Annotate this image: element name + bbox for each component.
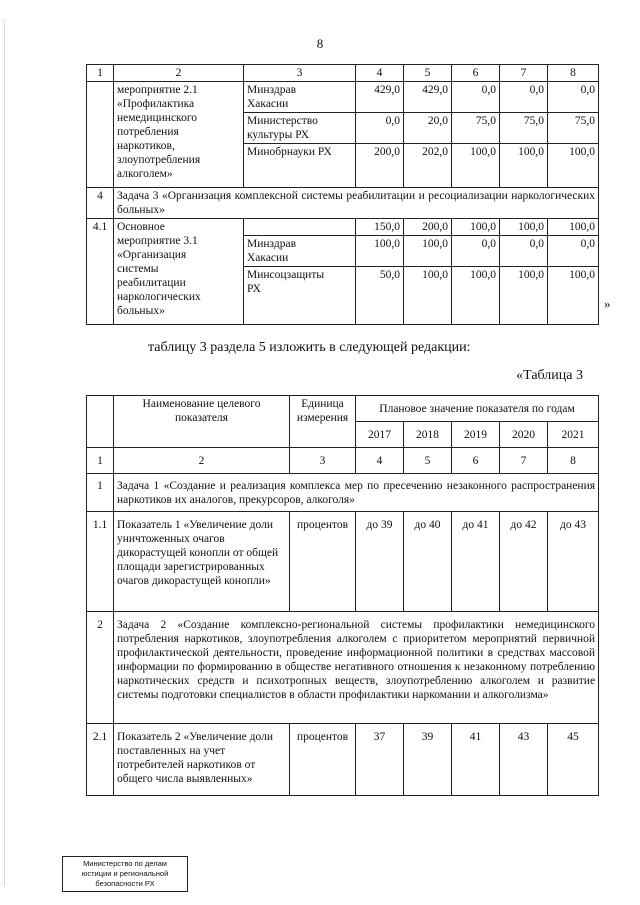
value-cell: 20,0 <box>404 113 452 144</box>
value-cell: до 42 <box>500 512 548 612</box>
table-row <box>87 82 599 113</box>
value-cell: 0,0 <box>356 113 404 144</box>
row-number: 4 <box>87 188 114 219</box>
value-cell: до 39 <box>356 512 404 612</box>
table-row <box>87 512 599 612</box>
value-cell: 75,0 <box>500 113 548 144</box>
value-cell: 100,0 <box>404 236 452 267</box>
table-row <box>87 724 599 796</box>
row-number: 1.1 <box>87 512 114 612</box>
header-cell: 3 <box>244 65 356 82</box>
row-number: 4.1 <box>87 219 114 325</box>
year-header: 2017 <box>356 422 404 448</box>
funding-table <box>86 64 599 325</box>
value-cell: 100,0 <box>404 267 452 325</box>
header-cell: 3 <box>290 448 356 474</box>
unit-cell: процентов <box>290 724 356 796</box>
amendment-paragraph: таблицу 3 раздела 5 изложить в следующей редакции: <box>148 340 471 355</box>
header-cell: 1 <box>87 65 114 82</box>
table-row <box>87 188 599 219</box>
value-cell: 0,0 <box>548 236 599 267</box>
page-number: 8 <box>316 36 324 51</box>
value-cell: 429,0 <box>404 82 452 113</box>
value-cell: 429,0 <box>356 82 404 113</box>
header-cell: 4 <box>356 448 404 474</box>
header-cell: 7 <box>500 65 548 82</box>
table-header-row <box>87 448 599 474</box>
table-caption: «Таблица 3 <box>516 368 583 383</box>
value-cell: 200,0 <box>404 219 452 236</box>
value-cell: 100,0 <box>356 236 404 267</box>
value-cell: 100,0 <box>500 267 548 325</box>
value-cell: 202,0 <box>404 144 452 188</box>
org-cell: Минсоцзащиты РХ <box>244 267 356 325</box>
column-header: Единица измерения <box>290 396 356 448</box>
value-cell: до 41 <box>452 512 500 612</box>
table-row <box>87 219 599 236</box>
column-header: Наименование целевого показателя <box>114 396 290 448</box>
value-cell: 150,0 <box>356 219 404 236</box>
row-number: 2 <box>87 612 114 724</box>
value-cell: 100,0 <box>548 144 599 188</box>
header-cell: 2 <box>114 448 290 474</box>
indicator-name: Показатель 1 «Увеличение доли уничтоженных очагов дикорастущей конопли от общей площади зарегистрированных очагов дикорастущей конопли» <box>114 512 290 612</box>
row-number: 1 <box>87 474 114 512</box>
value-cell: 200,0 <box>356 144 404 188</box>
header-cell: 5 <box>404 65 452 82</box>
unit-cell: процентов <box>290 512 356 612</box>
value-cell: 39 <box>404 724 452 796</box>
value-cell: 75,0 <box>548 113 599 144</box>
ministry-stamp <box>62 856 188 892</box>
value-cell: 43 <box>500 724 548 796</box>
org-cell: Минздрав Хакасии <box>244 82 356 113</box>
column-header: Плановое значение показателя по годам <box>356 396 599 422</box>
header-cell: 8 <box>548 65 599 82</box>
table-row <box>87 612 599 724</box>
year-header: 2020 <box>500 422 548 448</box>
value-cell: 100,0 <box>500 144 548 188</box>
stamp-line: юстиции и региональной <box>81 869 169 878</box>
task-cell: Задача 3 «Организация комплексной системы реабилитации и ресоциализации наркологических больных» <box>114 188 599 219</box>
task-cell: Задача 2 «Создание комплексно-региональной системы профилактики немедицинского потребления наркотиков, злоупотребления алкоголем с приоритетом мероприятий первичной профилактической деятельности, проведение информационной политики в средствах массовой информации по формированию в обществе негативного отношения к незаконному потреблению наркотических средств и психотропных веществ, злоупотреблению алкоголем и развитие системы подготовки специалистов в области профилактики наркомании и алкоголизма» <box>114 612 599 724</box>
year-header: 2018 <box>404 422 452 448</box>
value-cell: 0,0 <box>548 82 599 113</box>
org-cell <box>244 219 356 236</box>
activity-cell: мероприятие 2.1 «Профилактика немедицинского потребления наркотиков, злоупотребления алкоголем» <box>114 82 244 188</box>
header-cell: 8 <box>548 448 599 474</box>
header-cell: 5 <box>404 448 452 474</box>
value-cell: 100,0 <box>548 267 599 325</box>
page-margin-dotline <box>4 20 5 885</box>
org-cell: Минздрав Хакасии <box>244 236 356 267</box>
header-cell: 1 <box>87 448 114 474</box>
year-header: 2021 <box>548 422 599 448</box>
year-header: 2019 <box>452 422 500 448</box>
closing-quote: » <box>604 296 611 311</box>
header-cell: 4 <box>356 65 404 82</box>
stamp-line: Министерство по делам <box>83 859 167 868</box>
value-cell: 50,0 <box>356 267 404 325</box>
header-cell: 6 <box>452 448 500 474</box>
org-cell: Минобрнауки РХ <box>244 144 356 188</box>
value-cell: 0,0 <box>452 82 500 113</box>
header-cell: 2 <box>114 65 244 82</box>
row-number: 2.1 <box>87 724 114 796</box>
org-cell: Министерство культуры РХ <box>244 113 356 144</box>
value-cell: 100,0 <box>548 219 599 236</box>
value-cell: 0,0 <box>500 82 548 113</box>
value-cell: 45 <box>548 724 599 796</box>
activity-cell: Основное мероприятие 3.1 «Организация системы реабилитации наркологических больных» <box>114 219 244 325</box>
value-cell: 75,0 <box>452 113 500 144</box>
table-header-row <box>87 65 599 82</box>
task-cell: Задача 1 «Создание и реализация комплекса мер по пресечению незаконного распространения наркотиков их аналогов, прекурсоров, алкоголя» <box>114 474 599 512</box>
stamp-line: безопасности РХ <box>95 879 155 888</box>
value-cell: 0,0 <box>500 236 548 267</box>
table-row <box>87 474 599 512</box>
indicator-name: Показатель 2 «Увеличение доли поставленных на учет потребителей наркотиков от общего числа выявленных» <box>114 724 290 796</box>
value-cell: 37 <box>356 724 404 796</box>
value-cell: 100,0 <box>452 267 500 325</box>
value-cell: 0,0 <box>452 236 500 267</box>
indicator-table <box>86 395 599 796</box>
value-cell: 41 <box>452 724 500 796</box>
value-cell: до 43 <box>548 512 599 612</box>
value-cell: 100,0 <box>452 219 500 236</box>
header-cell: 6 <box>452 65 500 82</box>
value-cell: 100,0 <box>452 144 500 188</box>
value-cell: 100,0 <box>500 219 548 236</box>
value-cell: до 40 <box>404 512 452 612</box>
table-header-row <box>87 396 599 422</box>
header-cell: 7 <box>500 448 548 474</box>
